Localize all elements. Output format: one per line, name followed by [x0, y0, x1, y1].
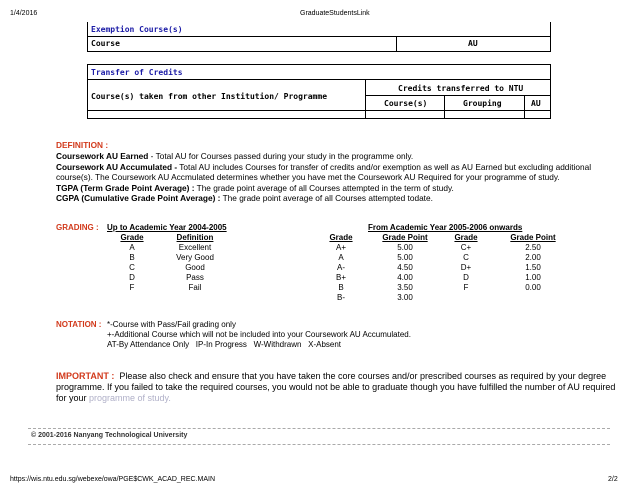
- table-row: B- 3.00: [337, 293, 413, 302]
- divider: [88, 79, 550, 80]
- notation-pass-fail: *-Course with Pass/Fail grading only: [107, 320, 236, 329]
- divider: [444, 95, 445, 118]
- notation-codes: AT-By Attendance Only IP-In Progress W-Withdrawn X-Absent: [107, 340, 342, 349]
- definition-au-earned: Coursework AU Earned - Total AU for Courses passed during your study in the programme only.: [56, 151, 414, 161]
- grading-old-title: Up to Academic Year 2004-2005: [107, 223, 227, 232]
- table-row: B+ 4.00: [335, 273, 413, 282]
- exemption-table: [87, 22, 551, 52]
- table-row: C 2.00: [463, 253, 541, 262]
- definition-body: [56, 151, 616, 204]
- grade-point-header: Grade Point: [510, 233, 556, 242]
- table-row: F Fail: [129, 283, 202, 292]
- divider: [365, 95, 550, 96]
- transfer-col-au: AU: [531, 99, 541, 108]
- divider: [88, 110, 550, 111]
- transfer-table: [87, 64, 551, 119]
- divider: [28, 444, 610, 445]
- grade-point-header: Grade Point: [382, 233, 428, 242]
- print-page-number: 2/2: [608, 476, 618, 483]
- notation-label: NOTATION :: [56, 320, 102, 329]
- grading-old-table: [113, 243, 227, 293]
- table-row: D+ 1.50: [460, 263, 541, 272]
- print-date: 1/4/2016: [10, 10, 38, 17]
- important-note: IMPORTANT : Please also check and ensure that you have taken the core courses and/or prescribed courses as required by your degree programme. If you failed to take the required courses, you would not be able to graduate though you have fulfilled the number of AU required for your programme of study.: [56, 371, 618, 403]
- exemption-col-course: Course: [91, 39, 120, 48]
- transfer-title: Transfer of Credits: [91, 68, 183, 77]
- divider: [396, 36, 397, 51]
- exemption-title: Exemption Course(s): [91, 25, 183, 34]
- table-row: A 5.00: [338, 253, 413, 262]
- definition-cgpa: CGPA (Cumulative Grade Point Average) : The grade point average of all Courses attempted todate.: [56, 193, 433, 204]
- definition-header: Definition: [176, 233, 214, 242]
- notation-additional: +-Additional Course which will not be included into your Coursework AU Accumulated.: [107, 330, 411, 339]
- grade-header: Grade: [329, 233, 353, 242]
- table-row: D Pass: [129, 273, 204, 282]
- table-row: A- 4.50: [337, 263, 413, 272]
- definition-heading: DEFINITION :: [56, 140, 109, 150]
- grading-new-table-right: [451, 243, 563, 293]
- important-label: IMPORTANT :: [56, 371, 115, 381]
- divider: [28, 428, 610, 429]
- table-row: A Excellent: [129, 243, 212, 252]
- table-row: C Good: [129, 263, 205, 272]
- grading-new-title: From Academic Year 2005-2006 onwards: [368, 223, 523, 232]
- table-row: C+ 2.50: [460, 243, 541, 252]
- table-row: B Very Good: [129, 253, 214, 262]
- transfer-col-courses-other: Course(s) taken from other Institution/ Programme: [91, 92, 328, 101]
- divider: [88, 36, 550, 37]
- grading-label: GRADING :: [56, 223, 99, 232]
- table-row: D 1.00: [463, 273, 541, 282]
- exemption-col-au: AU: [468, 39, 478, 48]
- grade-header: Grade: [120, 233, 144, 242]
- table-row: F 0.00: [463, 283, 541, 292]
- copyright: © 2001-2016 Nanyang Technological University: [31, 432, 188, 439]
- transfer-col-grouping: Grouping: [463, 99, 502, 108]
- print-title: GraduateStudentsLink: [300, 10, 370, 17]
- print-url: https://wis.ntu.edu.sg/webexe/owa/PGE$CWK_ACAD_REC.MAIN: [10, 476, 216, 483]
- transfer-col-courses: Course(s): [384, 99, 428, 108]
- transfer-col-credits-ntu: Credits transferred to NTU: [398, 84, 524, 93]
- table-row: A+ 5.00: [335, 243, 413, 252]
- definition-au-accumulated: Coursework AU Accumulated - Total AU includes Courses for transfer of credits and/or exemption as well as AU Earned but excluding additional course(s). The Coursework AU Accmulated determines whether you have met the Coursework AU Required for your programme of study.: [56, 161, 592, 183]
- divider: [365, 79, 366, 118]
- table-row: B 3.50: [338, 283, 413, 292]
- grade-header: Grade: [454, 233, 478, 242]
- grading-new-table-left: [326, 243, 435, 303]
- definition-tgpa: TGPA (Term Grade Point Average) : The grade point average of all Courses attempted in the term of study.: [56, 182, 454, 193]
- divider: [524, 95, 525, 118]
